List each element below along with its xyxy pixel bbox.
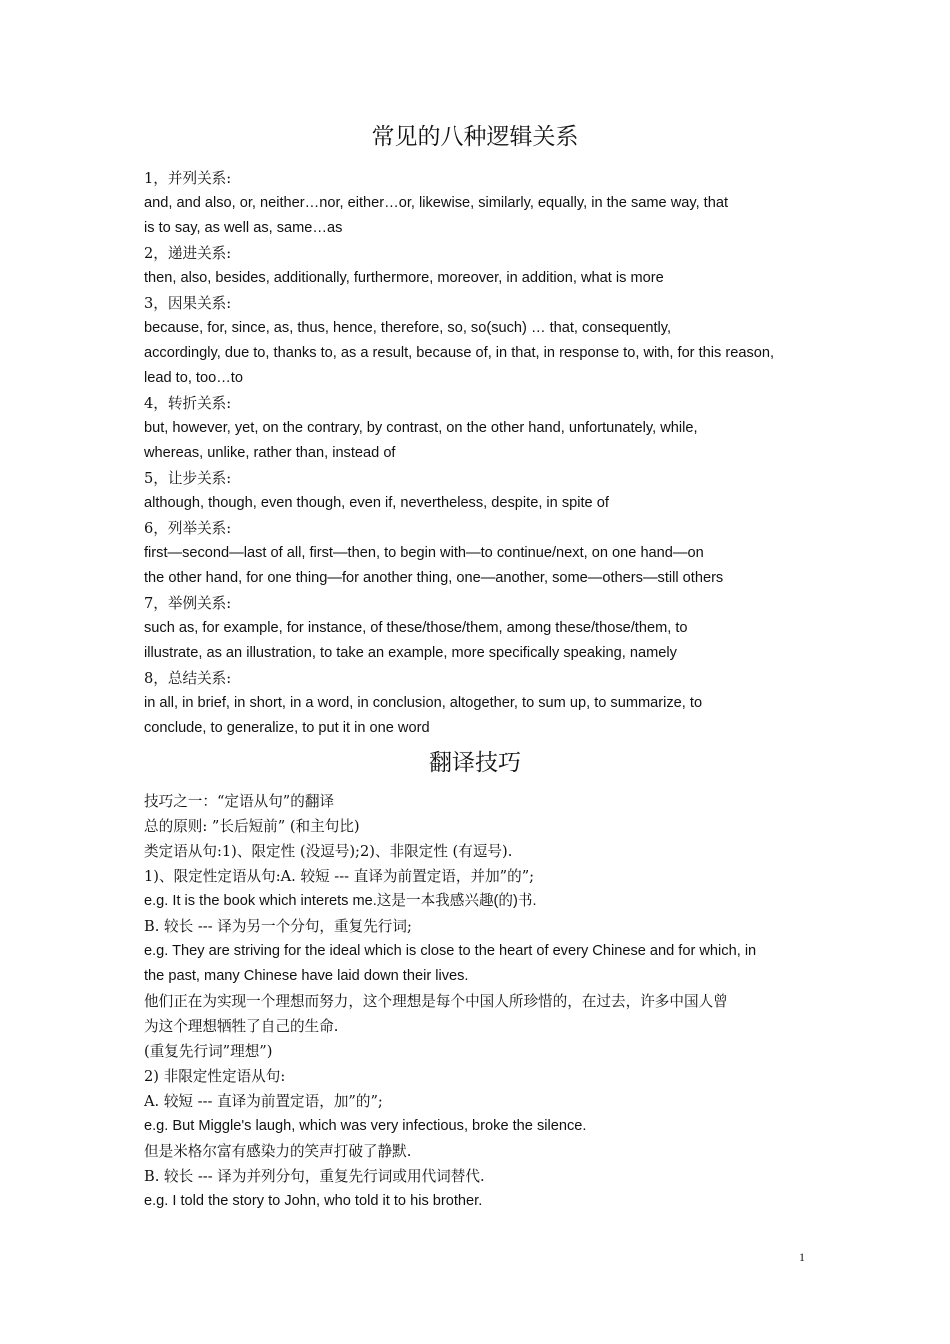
text-line: 类定语从句:1)、限定性 (没逗号);2)、非限定性 (有逗号).	[144, 843, 513, 860]
text-line: conclude, to generalize, to put it in one word	[144, 720, 430, 736]
text-line: but, however, yet, on the contrary, by contrast, on the other hand, unfortunately, while,	[144, 420, 698, 436]
text-line: accordingly, due to, thanks to, as a result, because of, in that, in response to, with, for this reason,	[144, 345, 775, 361]
text-line: such as, for example, for instance, of these/those/them, among these/those/them, to	[144, 620, 688, 636]
heading-line: 7，举例关系:	[144, 595, 232, 612]
text-line: B. 较长 --- 译为并列分句，重复先行词或用代词替代.	[144, 1168, 485, 1185]
heading-line: 6，列举关系:	[144, 520, 232, 537]
text-line: A. 较短 --- 直译为前置定语，加”的”;	[144, 1093, 383, 1110]
heading-line: 5，让步关系:	[144, 470, 232, 487]
heading-line: 3，因果关系:	[144, 295, 232, 312]
heading-line: 2，递进关系:	[144, 245, 232, 262]
text-line: e.g. But Miggle's laugh, which was very infectious, broke the silence.	[144, 1118, 587, 1134]
text-line: 1)、限定性定语从句:A. 较短 --- 直译为前置定语，并加”的”;	[144, 868, 535, 885]
text-line: the other hand, for one thing—for another thing, one—another, some—others—still others	[144, 570, 724, 586]
text-line: the past, many Chinese have laid down their lives.	[144, 968, 469, 984]
text-line: (重复先行词”理想”)	[144, 1043, 273, 1060]
text-line: first—second—last of all, first—then, to begin with—to continue/next, on one hand—on	[144, 545, 704, 561]
text-line: in all, in brief, in short, in a word, in conclusion, altogether, to sum up, to summarize, to	[144, 695, 703, 711]
text-line: 总的原则: ”长后短前” (和主句比)	[144, 818, 360, 835]
text-line: e.g. I told the story to John, who told it to his brother.	[144, 1193, 483, 1209]
text-line: e.g. They are striving for the ideal which is close to the heart of every Chinese and for which, in	[144, 943, 757, 959]
page-number: 1	[799, 1250, 805, 1264]
text-line: whereas, unlike, rather than, instead of	[144, 445, 396, 461]
text-line: and, and also, or, neither…nor, either…or, likewise, similarly, equally, in the same way, that	[144, 195, 729, 211]
text-line: 2) 非限定性定语从句:	[144, 1068, 286, 1085]
heading-line: 8，总结关系:	[144, 670, 232, 687]
text-line: is to say, as well as, same…as	[144, 220, 343, 236]
heading-line: 1，并列关系:	[144, 170, 232, 187]
text-line: 但是米格尔富有感染力的笑声打破了静默.	[144, 1143, 412, 1160]
text-line: e.g. It is the book which interets me.这是一本我感兴趣(的)书.	[144, 893, 537, 909]
text-line: B. 较长 --- 译为另一个分句，重复先行词;	[144, 918, 412, 935]
text-line: because, for, since, as, thus, hence, therefore, so, so(such) … that, consequently,	[144, 320, 672, 336]
heading-line: 4，转折关系:	[144, 395, 232, 412]
text-line: although, though, even though, even if, nevertheless, despite, in spite of	[144, 495, 609, 511]
text-line: then, also, besides, additionally, furthermore, moreover, in addition, what is more	[144, 270, 664, 286]
text-line: illustrate, as an illustration, to take an example, more specifically speaking, namely	[144, 645, 677, 661]
text-line: 他们正在为实现一个理想而努力，这个理想是每个中国人所珍惜的，在过去，许多中国人曾	[144, 993, 728, 1010]
text-line: lead to, too…to	[144, 370, 243, 386]
text-line: 技巧之一：“定语从句”的翻译	[144, 793, 335, 810]
section-title: 翻译技巧	[429, 750, 521, 776]
text-line: 为这个理想牺牲了自己的生命.	[144, 1018, 339, 1035]
page-title: 常见的八种逻辑关系	[371, 124, 579, 150]
